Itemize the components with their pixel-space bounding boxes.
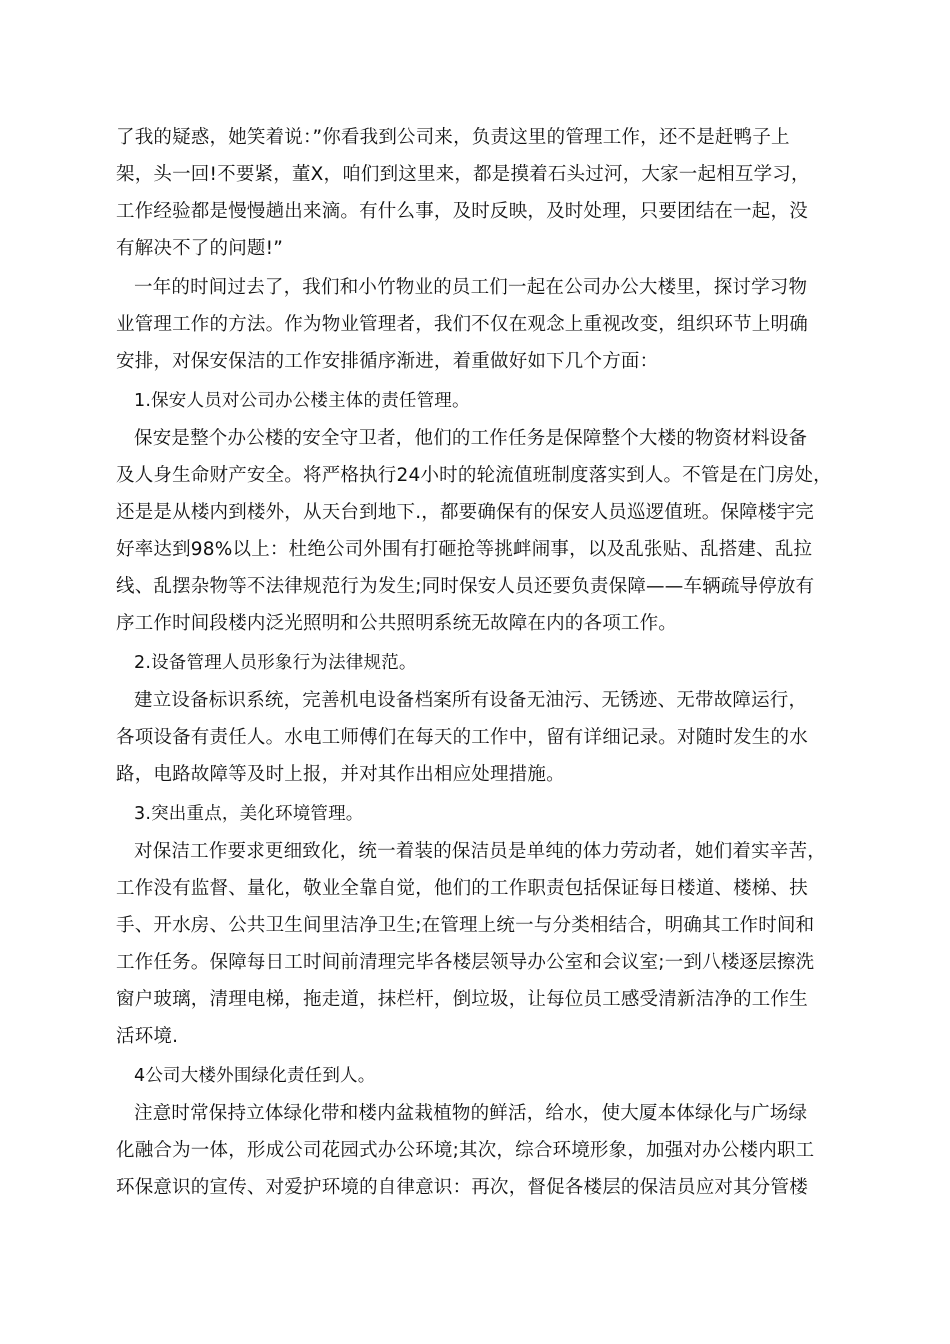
text-line: 业管理工作的方法。作为物业管理者，我们不仅在观念上重视改变，组织环节上明确 [116,314,808,335]
text-line: 安排，对保安保洁的工作安排循序渐进，着重做好如下几个方面： [116,351,659,372]
paragraph-first-line: 建立设备标识系统，完善机电设备档案所有设备无油污、无锈迹、无带故障运行， [134,690,808,711]
section-heading: 1.保安人员对公司办公楼主体的责任管理。 [134,391,470,411]
text-line: 工作任务。保障每日工时间前清理完毕各楼层领导办公室和会议室;一到八楼逐层擦洗 [116,952,815,973]
text-line: 有解决不了的问题!” [116,238,284,259]
text-line: 好率达到98%以上：杜绝公司外围有打砸抢等挑衅闹事，以及乱张贴、乱搭建、乱拉 [116,539,813,560]
text-line: 线、乱摆杂物等不法律规范行为发生;同时保安人员还要负责保障——车辆疏导停放有 [116,576,815,597]
text-line: 工作没有监督、量化，敬业全靠自觉，他们的工作职责包括保证每日楼道、楼梯、扶 [116,878,808,899]
text-line: 各项设备有责任人。水电工师傅们在每天的工作中，留有详细记录。对随时发生的水 [116,727,808,748]
text-line: 环保意识的宣传、对爱护环境的自律意识：再次，督促各楼层的保洁员应对其分管楼 [116,1177,808,1198]
text-line: 还是是从楼内到楼外，从天台到地下.，都要确保有的保安人员巡逻值班。保障楼宇完 [116,502,814,523]
paragraph-first-line: 对保洁工作要求更细致化，统一着装的保洁员是单纯的体力劳动者，她们着实辛苦， [134,841,826,862]
text-line: 工作经验都是慢慢趟出来滴。有什么事，及时反映，及时处理，只要团结在一起，没 [116,201,808,222]
paragraph-first-line: 保安是整个办公楼的安全守卫者，他们的工作任务是保障整个大楼的物资材料设备 [134,428,808,449]
text-line: 活环境. [116,1026,179,1047]
text-line: 了我的疑惑，她笑着说：”你看我到公司来，负责这里的管理工作，还不是赶鸭子上 [116,127,790,148]
paragraph-first-line: 一年的时间过去了，我们和小竹物业的员工们一起在公司办公大楼里，探讨学习物 [134,277,808,298]
text-line: 手、开水房、公共卫生间里洁净卫生;在管理上统一与分类相结合，明确其工作时间和 [116,915,815,936]
text-line: 及人身生命财产安全。将严格执行24小时的轮流值班制度落实到人。不管是在门房处， [116,465,832,486]
text-line: 序工作时间段楼内泛光照明和公共照明系统无故障在内的各项工作。 [116,613,678,634]
section-heading: 3.突出重点，美化环境管理。 [134,804,364,824]
section-heading: 2.设备管理人员形象行为法律规范。 [134,653,417,673]
paragraph-first-line: 注意时常保持立体绿化带和楼内盆栽植物的鲜活，给水，使大厦本体绿化与广场绿 [134,1103,808,1124]
text-line: 路，电路故障等及时上报，并对其作出相应处理措施。 [116,764,565,785]
text-line: 化融合为一体，形成公司花园式办公环境;其次，综合环境形象，加强对办公楼内职工 [116,1140,815,1161]
section-heading: 4公司大楼外围绿化责任到人。 [134,1066,376,1086]
text-line: 架，头一回!不要紧，董X，咱们到这里来，都是摸着石头过河，大家一起相互学习， [116,164,810,185]
text-line: 窗户玻璃，清理电梯，拖走道，抹栏杆，倒垃圾，让每位员工感受清新洁净的工作生 [116,989,808,1010]
